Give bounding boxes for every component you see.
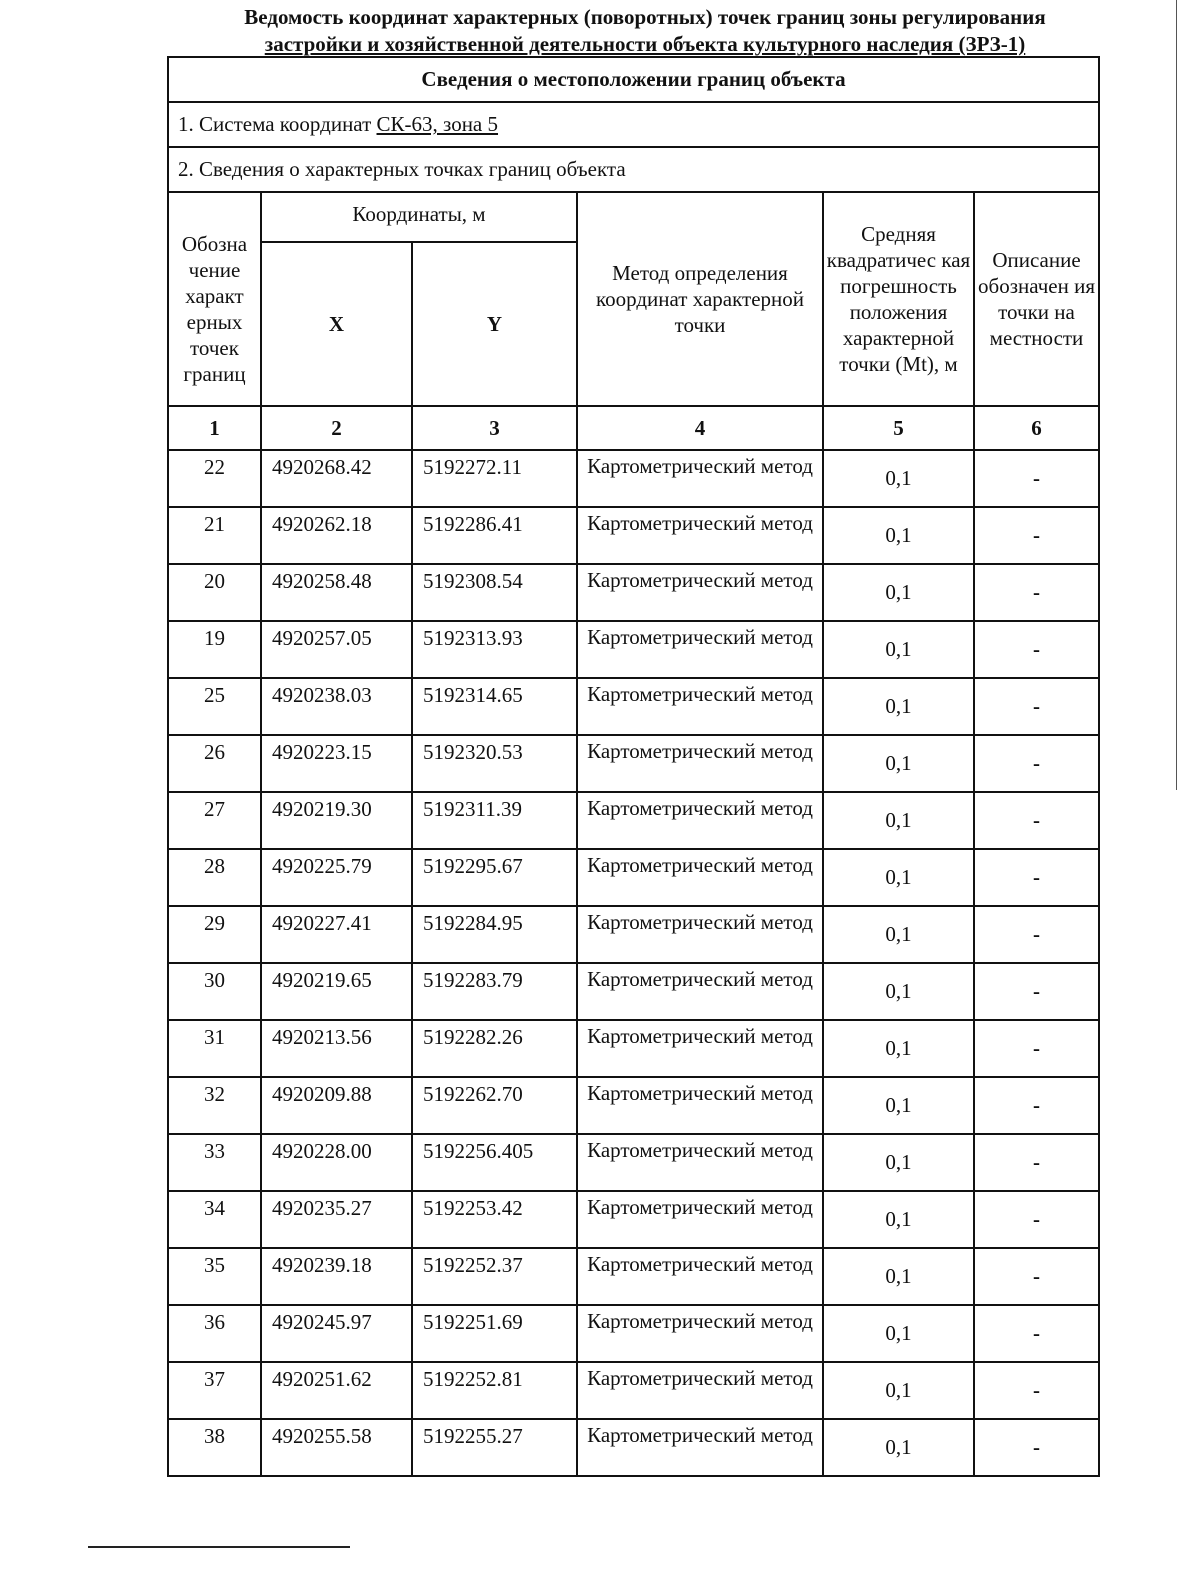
error-cell: 0,1 (823, 1077, 974, 1134)
y-coordinate-cell: 5192308.54 (412, 564, 577, 621)
column-number: 5 (823, 406, 974, 450)
column-number: 3 (412, 406, 577, 450)
point-id-cell: 36 (168, 1305, 261, 1362)
y-coordinate-cell: 5192252.81 (412, 1362, 577, 1419)
method-cell: Картометрический метод (577, 507, 823, 564)
coord-system-row (168, 102, 1099, 147)
point-id-cell: 29 (168, 906, 261, 963)
column-number: 4 (577, 406, 823, 450)
description-cell: - (974, 564, 1099, 621)
x-coordinate-cell: 4920225.79 (261, 849, 412, 906)
header-designation: Обозна чение характ ерных точек границ (168, 192, 261, 406)
coord-system-label: 1. Система координат (178, 112, 377, 136)
table-row (168, 678, 1099, 735)
method-cell: Картометрический метод (577, 1191, 823, 1248)
table-row (168, 906, 1099, 963)
x-coordinate-cell: 4920239.18 (261, 1248, 412, 1305)
description-cell: - (974, 849, 1099, 906)
x-coordinate-cell: 4920227.41 (261, 906, 412, 963)
table-row (168, 450, 1099, 507)
coord-system-cell (168, 102, 1099, 147)
point-id-cell: 32 (168, 1077, 261, 1134)
point-id-cell: 26 (168, 735, 261, 792)
method-cell: Картометрический метод (577, 1077, 823, 1134)
table-row (168, 1248, 1099, 1305)
coordinates-table (167, 56, 1100, 1477)
method-cell: Картометрический метод (577, 1248, 823, 1305)
description-cell: - (974, 1134, 1099, 1191)
error-cell: 0,1 (823, 678, 974, 735)
point-id-cell: 20 (168, 564, 261, 621)
x-coordinate-cell: 4920258.48 (261, 564, 412, 621)
x-coordinate-cell: 4920257.05 (261, 621, 412, 678)
error-cell: 0,1 (823, 906, 974, 963)
description-cell: - (974, 792, 1099, 849)
header-error: Средняя квадратичес кая погрешность положения характерной точки (Mt), м (823, 192, 974, 406)
error-cell: 0,1 (823, 507, 974, 564)
y-coordinate-cell: 5192256.405 (412, 1134, 577, 1191)
method-cell: Картометрический метод (577, 1419, 823, 1476)
title-line-1: Ведомость координат характерных (поворотных) точек границ зоны регулирования (244, 5, 1046, 29)
point-id-cell: 38 (168, 1419, 261, 1476)
method-cell: Картометрический метод (577, 1020, 823, 1077)
y-coordinate-cell: 5192262.70 (412, 1077, 577, 1134)
method-cell: Картометрический метод (577, 1362, 823, 1419)
error-cell: 0,1 (823, 735, 974, 792)
page-edge-line (1176, 0, 1177, 790)
method-cell: Картометрический метод (577, 849, 823, 906)
method-cell: Картометрический метод (577, 1305, 823, 1362)
y-coordinate-cell: 5192286.41 (412, 507, 577, 564)
error-cell: 0,1 (823, 1134, 974, 1191)
error-cell: 0,1 (823, 1419, 974, 1476)
header-row-1 (168, 192, 1099, 242)
column-number: 6 (974, 406, 1099, 450)
y-coordinate-cell: 5192253.42 (412, 1191, 577, 1248)
table-row (168, 735, 1099, 792)
x-coordinate-cell: 4920255.58 (261, 1419, 412, 1476)
table-row (168, 1191, 1099, 1248)
header-y: Y (412, 242, 577, 406)
y-coordinate-cell: 5192313.93 (412, 621, 577, 678)
point-id-cell: 22 (168, 450, 261, 507)
y-coordinate-cell: 5192320.53 (412, 735, 577, 792)
error-cell: 0,1 (823, 1020, 974, 1077)
description-cell: - (974, 1362, 1099, 1419)
error-cell: 0,1 (823, 792, 974, 849)
point-id-cell: 27 (168, 792, 261, 849)
description-cell: - (974, 1020, 1099, 1077)
description-cell: - (974, 1077, 1099, 1134)
error-cell: 0,1 (823, 450, 974, 507)
table-row (168, 1020, 1099, 1077)
description-cell: - (974, 1191, 1099, 1248)
y-coordinate-cell: 5192295.67 (412, 849, 577, 906)
x-coordinate-cell: 4920213.56 (261, 1020, 412, 1077)
y-coordinate-cell: 5192284.95 (412, 906, 577, 963)
header-method: Метод определения координат характерной точки (577, 192, 823, 406)
point-id-cell: 33 (168, 1134, 261, 1191)
point-id-cell: 34 (168, 1191, 261, 1248)
method-cell: Картометрический метод (577, 792, 823, 849)
method-cell: Картометрический метод (577, 1134, 823, 1191)
x-coordinate-cell: 4920245.97 (261, 1305, 412, 1362)
method-cell: Картометрический метод (577, 963, 823, 1020)
method-cell: Картометрический метод (577, 564, 823, 621)
point-id-cell: 28 (168, 849, 261, 906)
point-id-cell: 30 (168, 963, 261, 1020)
table-row (168, 792, 1099, 849)
method-cell: Картометрический метод (577, 678, 823, 735)
point-id-cell: 21 (168, 507, 261, 564)
x-coordinate-cell: 4920238.03 (261, 678, 412, 735)
coord-system-value: СК-63, зона 5 (376, 112, 499, 136)
y-coordinate-cell: 5192251.69 (412, 1305, 577, 1362)
y-coordinate-cell: 5192255.27 (412, 1419, 577, 1476)
x-coordinate-cell: 4920219.30 (261, 792, 412, 849)
error-cell: 0,1 (823, 564, 974, 621)
table-row (168, 507, 1099, 564)
error-cell: 0,1 (823, 621, 974, 678)
table-row (168, 1362, 1099, 1419)
title-line-2: застройки и хозяйственной деятельности объекта культурного наследия (ЗРЗ-1) (264, 32, 1026, 56)
x-coordinate-cell: 4920262.18 (261, 507, 412, 564)
method-cell: Картометрический метод (577, 906, 823, 963)
section-title-row (168, 57, 1099, 102)
table-row (168, 963, 1099, 1020)
description-cell: - (974, 735, 1099, 792)
point-id-cell: 25 (168, 678, 261, 735)
description-cell: - (974, 507, 1099, 564)
description-cell: - (974, 621, 1099, 678)
y-coordinate-cell: 5192272.11 (412, 450, 577, 507)
header-description: Описание обозначен ия точки на местности (974, 192, 1099, 406)
method-cell: Картометрический метод (577, 735, 823, 792)
column-numbers-row (168, 406, 1099, 450)
header-coordinates: Координаты, м (261, 192, 577, 242)
header-x: X (261, 242, 412, 406)
point-id-cell: 31 (168, 1020, 261, 1077)
point-id-cell: 37 (168, 1362, 261, 1419)
y-coordinate-cell: 5192314.65 (412, 678, 577, 735)
table-rows (168, 450, 1099, 1476)
y-coordinate-cell: 5192252.37 (412, 1248, 577, 1305)
x-coordinate-cell: 4920219.65 (261, 963, 412, 1020)
table-row (168, 564, 1099, 621)
y-coordinate-cell: 5192283.79 (412, 963, 577, 1020)
error-cell: 0,1 (823, 849, 974, 906)
table-row (168, 849, 1099, 906)
error-cell: 0,1 (823, 963, 974, 1020)
points-info-row (168, 147, 1099, 192)
table-row (168, 1077, 1099, 1134)
error-cell: 0,1 (823, 1191, 974, 1248)
method-cell: Картометрический метод (577, 621, 823, 678)
x-coordinate-cell: 4920235.27 (261, 1191, 412, 1248)
error-cell: 0,1 (823, 1248, 974, 1305)
table-row (168, 621, 1099, 678)
table-row (168, 1134, 1099, 1191)
document-title (160, 4, 1130, 58)
description-cell: - (974, 963, 1099, 1020)
x-coordinate-cell: 4920209.88 (261, 1077, 412, 1134)
description-cell: - (974, 1419, 1099, 1476)
points-info: 2. Сведения о характерных точках границ объекта (168, 147, 1099, 192)
method-cell: Картометрический метод (577, 450, 823, 507)
description-cell: - (974, 678, 1099, 735)
column-number: 2 (261, 406, 412, 450)
section-title: Сведения о местоположении границ объекта (168, 57, 1099, 102)
point-id-cell: 19 (168, 621, 261, 678)
error-cell: 0,1 (823, 1305, 974, 1362)
y-coordinate-cell: 5192311.39 (412, 792, 577, 849)
table-row (168, 1305, 1099, 1362)
column-number: 1 (168, 406, 261, 450)
description-cell: - (974, 1248, 1099, 1305)
error-cell: 0,1 (823, 1362, 974, 1419)
description-cell: - (974, 906, 1099, 963)
x-coordinate-cell: 4920228.00 (261, 1134, 412, 1191)
x-coordinate-cell: 4920251.62 (261, 1362, 412, 1419)
description-cell: - (974, 450, 1099, 507)
footnote-separator (88, 1546, 350, 1548)
y-coordinate-cell: 5192282.26 (412, 1020, 577, 1077)
table-row (168, 1419, 1099, 1476)
x-coordinate-cell: 4920223.15 (261, 735, 412, 792)
description-cell: - (974, 1305, 1099, 1362)
x-coordinate-cell: 4920268.42 (261, 450, 412, 507)
point-id-cell: 35 (168, 1248, 261, 1305)
